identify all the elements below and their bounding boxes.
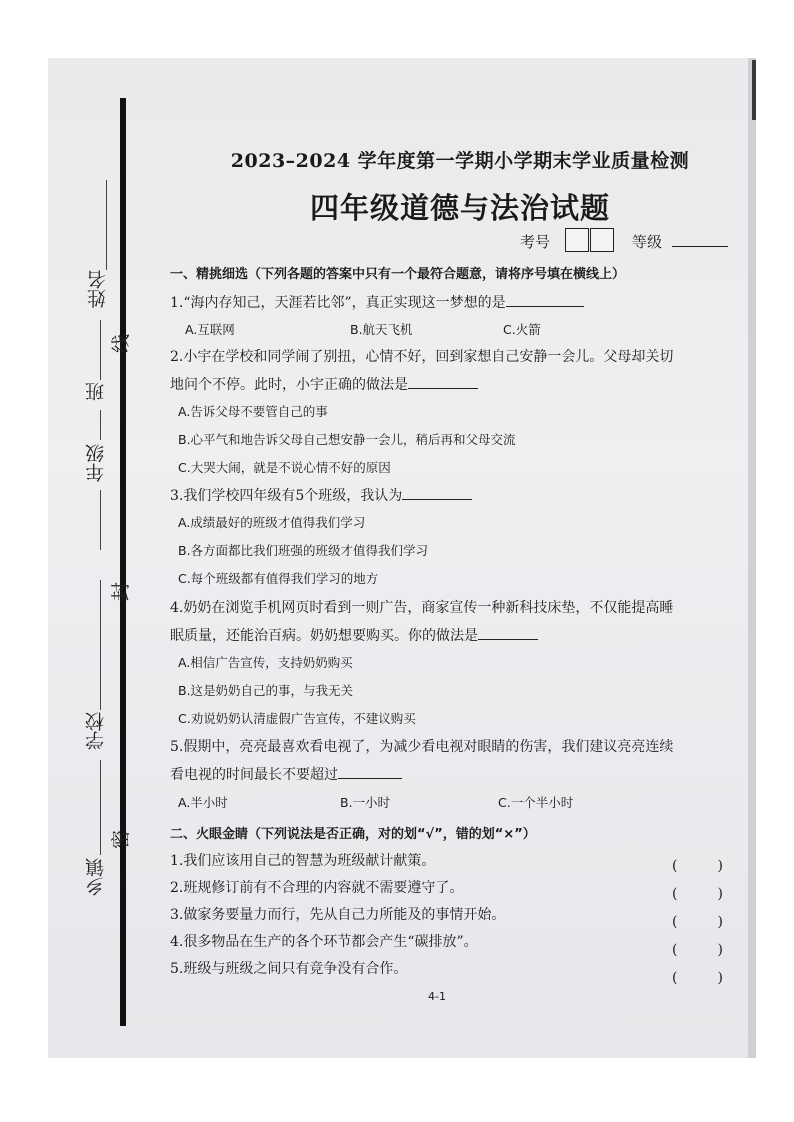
q2-option-c: C.大哭大闹，就是不说心情不好的原因: [178, 460, 391, 475]
name-label: 姓名: [87, 270, 109, 308]
tf-answer-paren-5[interactable]: ( ): [672, 970, 723, 986]
section1-heading: 一、精挑细选（下列各题的答案中只有一个最符合题意，请将序号填在横线上）: [170, 267, 626, 282]
tf-answer-paren-1[interactable]: ( ): [672, 858, 723, 874]
answer-blank-4[interactable]: [478, 627, 538, 640]
q2-option-a: A.告诉父母不要管自己的事: [178, 404, 328, 419]
q1-option-b: B.航天飞机: [350, 322, 413, 337]
q1-option-a: A.互联网: [185, 322, 235, 337]
question-3-stem: 3.我们学校四年级有5个班级，我认为: [170, 485, 472, 505]
page-number: 4-1: [428, 990, 446, 1003]
answer-blank-2[interactable]: [408, 376, 478, 389]
q1-option-c: C.火箭: [503, 322, 541, 337]
class-blank: [100, 320, 101, 380]
exam-title: 2023–2024 学年度第一学期小学期末学业质量检测: [230, 150, 690, 172]
question-2-stem-line1: 2.小宇在学校和同学闹了别扭，心情不好，回到家想自己安静一会儿。父母却关切: [170, 349, 674, 365]
q5-option-a: A.半小时: [178, 795, 228, 810]
question-2-stem-line2: 地问个不停。此时，小宇正确的做法是: [170, 374, 478, 394]
school-label: 学校: [85, 712, 107, 750]
seal-line-char: 线: [110, 333, 133, 354]
tf-statement-2: 2.班规修订前有不合理的内容就不需要遵守了。: [170, 880, 464, 896]
paper-edge-shadow: [752, 60, 756, 120]
tf-answer-paren-3[interactable]: ( ): [672, 914, 723, 930]
tf-statement-3: 3.做家务要量力而行，先从自己力所能及的事情开始。: [170, 907, 506, 923]
grade-level-label: 等级: [632, 233, 663, 251]
question-4-stem-line2: 眠质量，还能治百病。奶奶想要购买。你的做法是: [170, 625, 538, 645]
seal-mi-char: 密: [110, 829, 133, 850]
grade-label: 年级: [85, 444, 107, 482]
answer-blank-1[interactable]: [506, 294, 584, 307]
q3-option-c: C.每个班级都有值得我们学习的地方: [178, 571, 379, 586]
seal-feng-char: 封: [110, 581, 133, 602]
town-label: 乡镇: [85, 858, 107, 896]
answer-blank-3[interactable]: [402, 487, 472, 500]
question-1-stem: 1.“海内存知己，天涯若比邻”，真正实现这一梦想的是: [170, 292, 584, 312]
exam-no-label: 考号: [520, 233, 551, 251]
name-blank: [106, 180, 107, 270]
class-label: 班: [85, 382, 107, 401]
q3-option-b: B.各方面都比我们班强的班级才值得我们学习: [178, 543, 429, 558]
exam-subject-title: 四年级道德与法治试题: [309, 191, 610, 225]
town-blank: [100, 760, 101, 855]
question-4-stem-line1: 4.奶奶在浏览手机网页时看到一则广告，商家宣传一种新科技床垫，不仅能提高睡: [170, 600, 674, 616]
exam-no-box-2[interactable]: [590, 228, 614, 252]
q5-option-c: C.一个半小时: [498, 795, 574, 810]
q5-option-b: B.一小时: [340, 795, 391, 810]
grade-level-blank[interactable]: [672, 246, 728, 247]
tf-answer-paren-4[interactable]: ( ): [672, 942, 723, 958]
answer-blank-5[interactable]: [338, 766, 402, 779]
tf-statement-4: 4.很多物品在生产的各个环节都会产生“碳排放”。: [170, 934, 478, 950]
tf-statement-5: 5.班级与班级之间只有竞争没有合作。: [170, 961, 408, 977]
q4-option-b: B.这是奶奶自己的事，与我无关: [178, 683, 354, 698]
school-blank: [100, 580, 101, 710]
tf-answer-paren-2[interactable]: ( ): [672, 886, 723, 902]
q4-option-a: A.相信广告宣传，支持奶奶购买: [178, 655, 353, 670]
grade-blank: [100, 490, 101, 550]
section2-heading: 二、火眼金睛（下列说法是否正确，对的划“√”，错的划“×”）: [170, 827, 536, 842]
exam-no-box-1[interactable]: [565, 228, 589, 252]
q4-option-c: C.劝说奶奶认清虚假广告宣传，不建议购买: [178, 711, 416, 726]
class-blank-2: [100, 410, 101, 440]
paper-edge: [748, 58, 756, 1058]
question-5-stem-line1: 5.假期中，亮亮最喜欢看电视了，为减少看电视对眼睛的伤害，我们建议亮亮连续: [170, 739, 674, 755]
binding-line: [120, 98, 126, 1026]
question-5-stem-line2: 看电视的时间最长不要超过: [170, 764, 402, 784]
q3-option-a: A.成绩最好的班级才值得我们学习: [178, 515, 366, 530]
q2-option-b: B.心平气和地告诉父母自己想安静一会儿，稍后再和父母交流: [178, 432, 516, 447]
tf-statement-1: 1.我们应该用自己的智慧为班级献计献策。: [170, 853, 436, 869]
